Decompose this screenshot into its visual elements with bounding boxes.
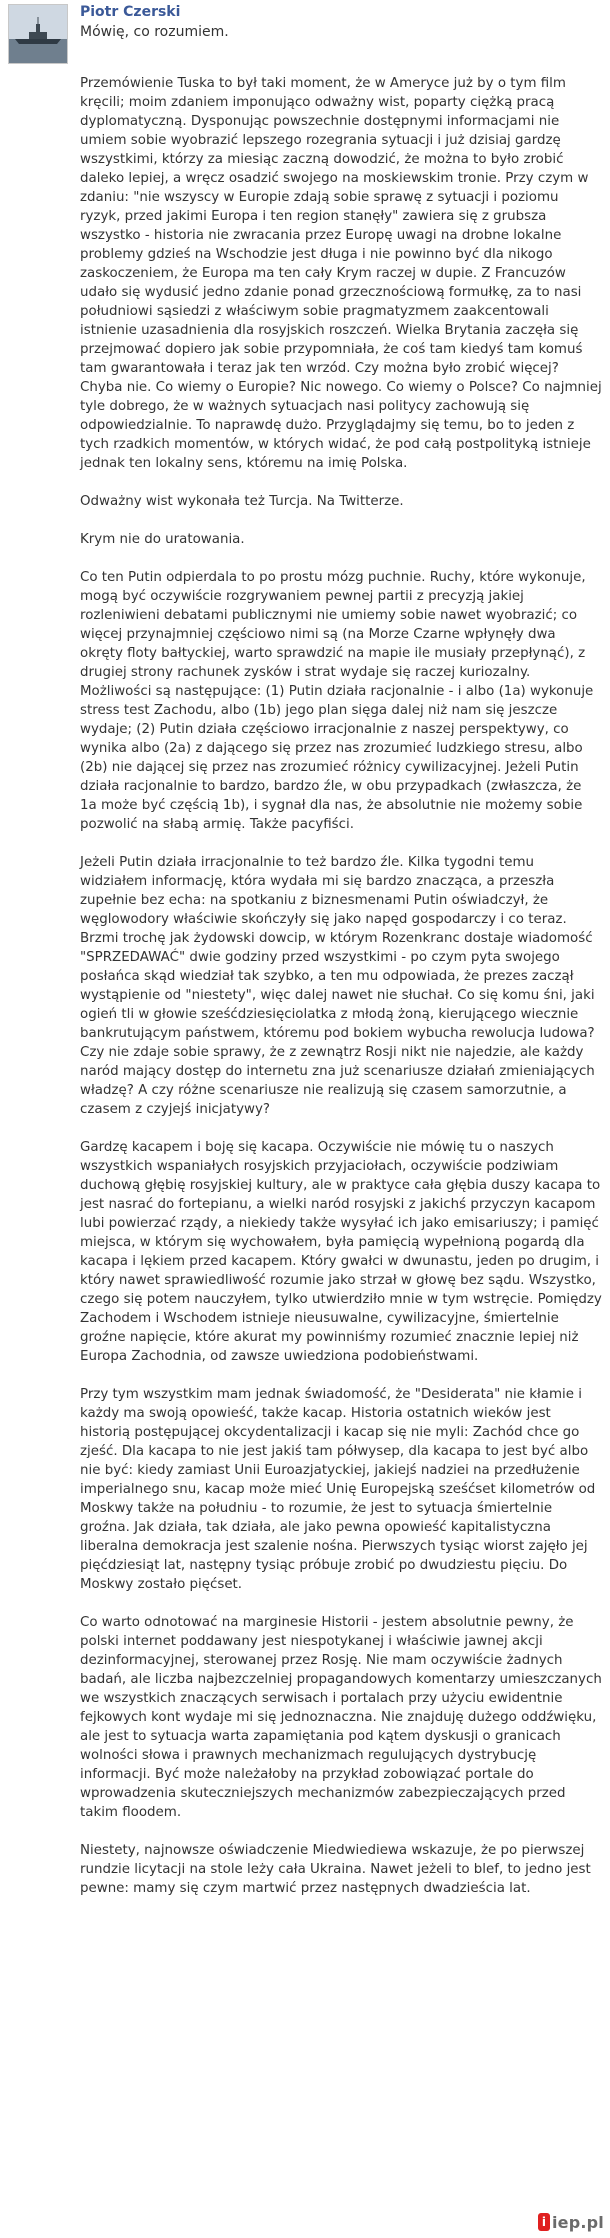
comment-text [80,74,602,1898]
paragraph: Przemówienie Tuska to był taki moment, że w Ameryce już by o tym film kręcili; moim zdaniem imponująco odważny wist, poparty ciężką pracą dyplomatyczną. Dysponując powszechnie dostępnymi informacjami nie umiem sobie wyobrazić lepszego rozegrania sytuacji i już dzisiaj gardzę wszystkimi, którzy za miesiąc zaczną dowodzić, że można to było zrobić daleko lepiej, a wręcz osadzić swojego na moskiewskim tronie. Przy czym w zdaniu: "nie wszyscy w Europie zdają sobie sprawę z sytuacji i poziomu ryzyk, przed jakimi Europa i ten region stanęły" zawiera się z grubsza wszystko - historia nie zwracania przez Europę uwagi na drobne lokalne problemy gdzieś na Wschodzie jest długa i nie powinno być dla nikogo zaskoczeniem, że Europa ma ten cały Krym raczej w dupie. Z Francuzów udało się wydusić jedno zdanie ponad grzecznościową formułkę, za to nasi południowi sąsiedzi z właściwym sobie pragmatyzmem zaakcentowali istnienie uzasadnienia dla rosyjskich roszczeń. Wielka Brytania zaczęła się przejmować dopiero jak sobie przypomniała, że coś tam kiedyś tam komuś tam gwarantowała i teraz jak ten wrzód. Czy można było zrobić więcej? Chyba nie. Co wiemy o Europie? Nic nowego. Co wiemy o Polsce? Co najmniej tyle dobrego, że w ważnych sytuacjach nasi politycy zachowują się odpowiedzialnie. To naprawdę dużo. Przyglądajmy się temu, bo to jeden z tych rzadkich momentów, w których widać, że pod całą postpolityką istnieje jednak ten lokalny sens, któremu na imię Polska. [80,76,602,471]
watermark-text: iep.pl [551,2212,604,2232]
avatar[interactable] [8,4,68,64]
watermark-logo [538,2210,604,2234]
paragraph: Niestety, najnowsze oświadczenie Miedwiediewa wskazuje, że po pierwszej rundzie licytacji na stole leży cała Ukraina. Nawet jeżeli to blef, to jedno jest pewne: mamy się czym martwić przez następnych dwadzieścia lat. [80,1843,591,1896]
ship-photo-icon [9,5,67,63]
paragraph: Jeżeli Putin działa irracjonalnie to też bardzo źle. Kilka tygodni temu widziałem informację, która wydała mi się bardzo znacząca, a przeszła zupełnie bez echa: na spotkaniu z biznesmenami Putin oświadczył, że węglowodory właściwie skończyły się jako napęd gospodarczy i co teraz. Brzmi trochę jak żydowski dowcip, w którym Rozenkranc dostaje wiadomość "SPRZEDAWAĆ" dwie godziny przed wszystkimi - po czym pyta swojego posłańca skąd wiedział tak szybko, a ten mu odpowiada, że prezes zaczął wystąpienie od "niestety", więc dalej nawet nie słuchał. Co się komu śni, jaki ogień tli w głowie sześćdziesięciolatka z młodą żoną, kierującego wiecznie bankrutującym państwem, któremu pod bokiem wybucha rewolucja ludowa? Czy nie zdaje sobie sprawy, że z zewnątrz Rosji nikt nie najedzie, ale każdy naród mający dostęp do internetu zna już scenariusze działań zmieniających władzę? A czy różne scenariusze nie realizują się czasem samorzutnie, a czasem z czyjejś inicjatywy? [80,855,595,1117]
paragraph: Przy tym wszystkim mam jednak świadomość, że "Desiderata" nie kłamie i każdy ma swoją opowieść, także kacap. Historia ostatnich wieków jest historią postępującej okcydentalizacji i kacap się nie myli: Zachód chce go zjeść. Dla kacapa to nie jest jakiś tam półwysep, dla kacapa to jest być albo nie być: kiedy zamiast Unii Euroazjatyckiej, jakiejś nadziei na przedłużenie imperialnego snu, kacap może mieć Unię Europejską sześćset kilometrów od Moskwy także na południu - to rozumie, że jest to sytuacja śmiertelnie groźna. Jak działa, tak działa, ale jako pewna opowieść kapitalistyczna liberalna demokracja jest szalenie nośna. Pierwszych tysiąc wiorst zajęło jej pięćdziesiąt lat, następny tysiąc próbuje zrobić po dwudziestu pięciu. Do Moskwy zostało pięćset. [80,1387,596,1592]
author-name[interactable]: Piotr Czerski [80,4,181,20]
paragraph: Co warto odnotować na marginesie Historii - jestem absolutnie pewny, że polski internet poddawany jest niespotykanej i właściwie jawnej akcji dezinformacyjnej, sterowanej przez Rosję. Nie mam oczywiście żadnych badań, ale liczba najbezczelniej propagandowych komentarzy umieszczanych we wszystkich znaczących serwisach i portalach przy użyciu ewidentnie fejkowych kont wydaje mi się jednoznaczna. Nie znajduję dużego oddźwięku, ale jest to sytuacja warta zapamiętania pod kątem dyskusji o granicach wolności słowa i prawnych mechanizmach regulujących dystrybucję informacji. Być może należałoby na przykład zobowiązać portale do wprowadzenia skuteczniejszych mechanizmów zabezpieczających przed takim floodem. [80,1615,602,1820]
avatar-ship-hull [15,39,61,44]
post-content [80,4,602,1917]
post-lead: Mówię, co rozumiem. [80,24,229,40]
paragraph: Gardzę kacapem i boję się kacapa. Oczywiście nie mówię tu o naszych wszystkich wspaniałych rosyjskich przyjaciołach, oczywiście podziwiam duchową głębię rosyjskiej kultury, ale w praktyce cała głębia duszy kacapa to jest nasrać do fortepianu, a wielki naród rosyjski z jakichś przyczyn kacapom lubi powierzać rządy, a niekiedy także wysyłać ich jako emisariuszy; i pamięć miejsca, w którym się wychowałem, była pamięcią wypełnioną pogardą dla kacapa i lękiem przed kacapem. Który gwałci w dwunastu, jeden po drugim, i który nawet sprawiedliwość rozumie jako strzał w głowę bez sądu. Wszystko, czego się potem nauczyłem, tylko utwierdziło mnie w tym wstręcie. Pomiędzy Zachodem i Wschodem istnieje nieusuwalne, cywilizacyjne, śmiertelnie groźne napięcie, które akurat my powinniśmy rozumieć znacznie lepiej niż Europa Zachodnia, od zawsze uwiedziona podobieństwami. [80,1140,602,1364]
avatar-ship-deck [29,32,47,39]
avatar-ship-tower [36,24,40,32]
paragraph: Odważny wist wykonała też Turcja. Na Twitterze. [80,494,404,509]
paragraph: Co ten Putin odpierdala to po prostu mózg puchnie. Ruchy, które wykonuje, mogą być oczywiście rozgrywaniem pewnej partii z precyzją jakiej rozleniwieni debatami publicznymi nie umiemy sobie nawet wyobrazić; co więcej przynajmniej częściowo nimi są (na Morze Czarne wpłynęły dwa okręty floty bałtyckiej, warto sprawdzić na mapie ile musiały przepłynąć), z drugiej strony rachunek zysków i strat wydaje się raczej kuriozalny. Możliwości są następujące: (1) Putin działa racjonalnie - i albo (1a) wykonuje stress test Zachodu, albo (1b) jego plan sięga dalej niż nam się jeszcze wydaje; (2) Putin działa częściowo irracjonalnie z naszej perspektywy, co wynika albo (2a) z dającego się przez nas zrozumieć ludzkiego stresu, albo (2b) nie dającej się przez nas zrozumieć różnicy cywilizacyjnej. Jeżeli Putin działa racjonalnie to bardzo, bardzo źle, w obu przypadkach (zwłaszcza, że 1a może być częścią 1b), i sygnał dla nas, że absolutnie nie możemy sobie pozwolić na słabą armię. Także pacyfiści. [80,570,594,832]
watermark-mark: i [538,2213,550,2231]
paragraph: Krym nie do uratowania. [80,532,245,547]
